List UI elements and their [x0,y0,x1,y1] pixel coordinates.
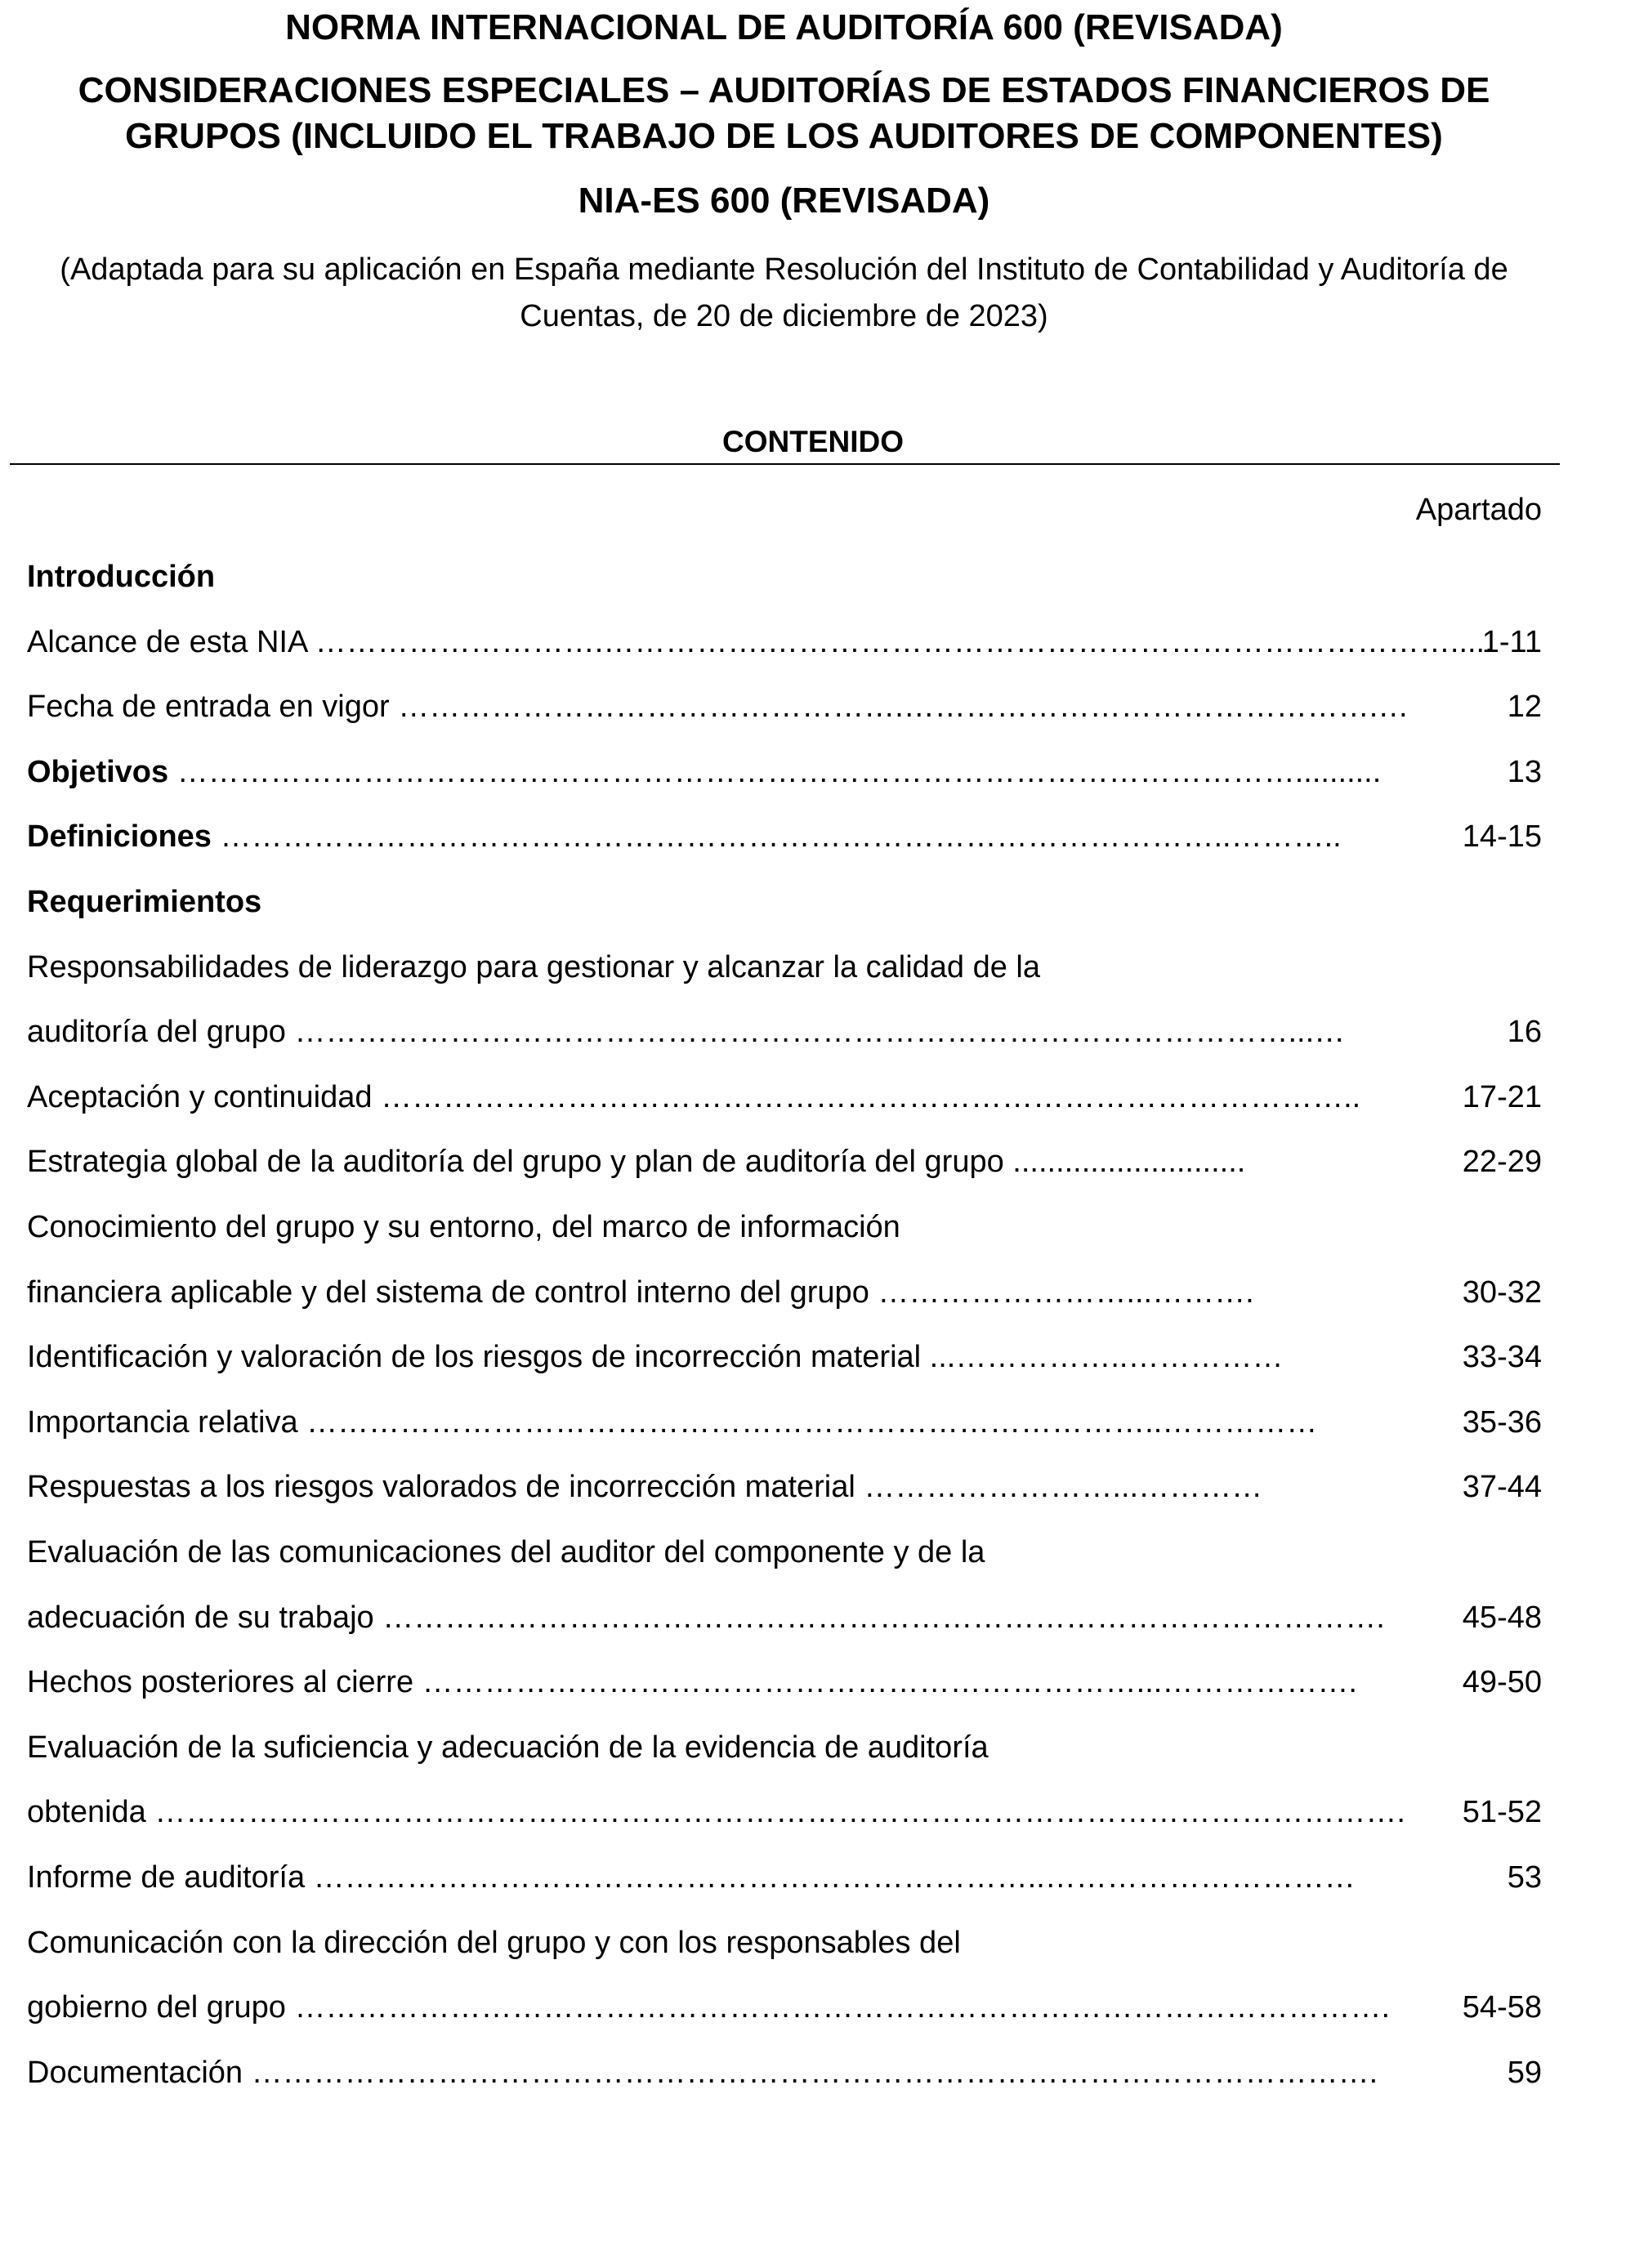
toc-entry-text: Aceptación y continuidad [27,1080,382,1114]
toc-line [27,682,1542,731]
toc-entry-text: Responsabilidades de liderazgo para gestionar y alcanzar la calidad de la [27,950,1041,984]
toc-dot-leader: ……………………………………………………………………………………. [382,1601,1385,1635]
toc-line [27,618,1542,667]
toc-paragraph-ref: 30-32 [1462,1275,1542,1310]
toc-entry-label [27,1788,1405,1837]
toc-line [27,1268,1542,1317]
toc-line [27,1203,1542,1252]
toc-line [27,1788,1542,1837]
standard-code: NIA-ES 600 (REVISADA) [578,181,990,221]
toc-entry-label [27,1593,1385,1642]
toc-line [27,1983,1542,2032]
toc-entry-text: Requerimientos [27,885,262,919]
toc-entry-label [27,1398,1353,1447]
toc-line [27,1658,1542,1707]
toc-line [27,1528,1542,1577]
standard-subject-line-2: GRUPOS (INCLUIDO EL TRABAJO DE LOS AUDITORES DE COMPONENTES) [125,116,1443,156]
adaptation-note-line-1: (Adaptada para su aplicación en España mediante Resolución del Instituto de Contabilidad y Auditoría de [60,252,1508,287]
toc-paragraph-ref: 53 [1507,1860,1542,1895]
toc-entry-label [27,1137,1353,1186]
toc-paragraph-ref: 17-21 [1462,1080,1542,1114]
toc-entry-text: adecuación de su trabajo [27,1601,383,1635]
toc-dot-leader: ……………………….…………….…………………………………………………………..... [315,625,1494,659]
toc-entry-text: Fecha de entrada en vigor [27,690,399,724]
toc-paragraph-ref: 37-44 [1462,1470,1542,1504]
toc-entry-label [27,618,1494,667]
toc-entry-label [27,1723,1353,1772]
toc-entry-label [27,1918,1353,1967]
toc-paragraph-ref: 49-50 [1462,1665,1542,1699]
toc-paragraph-ref: 45-48 [1462,1601,1542,1635]
apartado-column-label: Apartado [1415,493,1542,527]
toc-dot-leader: ……………………………………………………………………………………………. [294,1990,1391,2025]
toc-entry-label [27,1073,1361,1122]
toc-dot-leader: ……………………………………………………………………………………...… [294,1015,1346,1049]
toc-entry-label [27,1462,1353,1511]
toc-entry-label [27,1853,1356,1902]
toc-paragraph-ref: 12 [1507,690,1542,724]
toc-paragraph-ref: 1-11 [1481,625,1542,659]
toc-paragraph-ref: 51-52 [1462,1795,1542,1829]
toc-entry-label [27,1983,1391,2032]
toc-paragraph-ref: 14-15 [1462,819,1542,854]
toc-entry-text: Estrategia global de la auditoría del grupo y plan de auditoría del grupo [27,1145,1013,1179]
toc-line [27,1007,1542,1056]
toc-dot-leader: ...……………..…………… [929,1340,1284,1374]
toc-entry-label [27,1333,1353,1382]
toc-dot-leader: ……………………………………………………………………………………………….......... [176,755,1382,789]
toc-entry-text: Importancia relativa [27,1405,307,1440]
toc-entry-label [27,1658,1357,1707]
toc-entry-text: Definiciones [27,819,221,854]
toc-entry-text: financiera aplicable y del sistema de control interno del grupo [27,1275,878,1310]
toc-dot-leader: …………………………………………………………………………………………………………. [154,1795,1405,1829]
toc-entry-label [27,1528,1353,1577]
toc-dot-leader: ……………………...………. [878,1275,1254,1310]
toc-line [27,552,1542,601]
toc-entry-text: Evaluación de la suficiencia y adecuación de la evidencia de auditoría [27,1730,989,1765]
toc-dot-leader: ........................... [1012,1145,1246,1179]
toc-line [27,1723,1542,1772]
toc-line [27,812,1542,861]
toc-dot-leader: ………………………………………………………………………..…………… [306,1405,1318,1440]
toc-dot-leader: ……………………………………………………………...………………. [422,1665,1357,1699]
toc-dot-leader: ………………………………………………………………………………………………. [251,2056,1378,2090]
toc-paragraph-ref: 54-58 [1462,1990,1542,2025]
toc-entry-label [27,812,1353,861]
toc-line [27,1398,1542,1447]
toc-entry-text: Evaluación de las comunicaciones del auditor del componente y de la [27,1535,985,1569]
toc-dot-leader: ……………………………………………………………..………………………… [313,1860,1356,1895]
toc-line [27,1918,1542,1967]
toc-entry-text: Hechos posteriores al cierre [27,1665,422,1699]
toc-entry-text: Documentación [27,2056,252,2090]
toc-paragraph-ref: 35-36 [1462,1405,1542,1440]
toc-dot-leader: ……………………...………… [864,1470,1263,1504]
toc-entry-label [27,2048,1378,2097]
toc-entry-label [27,1203,1353,1252]
toc-entry-text: Identificación y valoración de los riesgos de incorrección material [27,1340,930,1374]
toc-entry-label [27,877,1353,926]
toc-entry-text: Objetivos [27,755,177,789]
toc-entry-text: obtenida [27,1795,155,1829]
toc-entry-text: auditoría del grupo [27,1015,295,1049]
toc-dot-leader: ………………………………………….……………………………………….… [398,690,1409,724]
toc-entry-text: Conocimiento del grupo y su entorno, del marco de información [27,1210,900,1244]
toc-paragraph-ref: 22-29 [1462,1145,1542,1179]
toc-dot-leader: ……………………………………………………………………………………..……….. [220,819,1342,854]
adaptation-note-line-2: Cuentas, de 20 de diciembre de 2023) [520,299,1048,333]
toc-line [27,1137,1542,1186]
toc-line [27,2048,1542,2097]
toc-entry-label [27,943,1353,992]
toc-entry-text: Informe de auditoría [27,1860,314,1895]
toc-entry-label [27,552,1353,601]
toc-line [27,1462,1542,1511]
toc-entry-text: Introducción [27,560,216,594]
toc-line [27,877,1542,926]
toc-entry-label [27,1007,1353,1056]
toc-entry-label [27,1268,1353,1317]
toc-dot-leader: ………………………………………………………………………………….. [381,1080,1361,1114]
contents-heading: CONTENIDO [722,425,904,458]
toc-line [27,1593,1542,1642]
toc-paragraph-ref: 13 [1507,755,1542,789]
toc-line [27,943,1542,992]
toc-paragraph-ref: 16 [1507,1015,1542,1049]
toc-entry-text: Respuestas a los riesgos valorados de incorrección material [27,1470,864,1504]
toc-entry-label [27,682,1409,731]
standard-subject-line-1: CONSIDERACIONES ESPECIALES – AUDITORÍAS DE ESTADOS FINANCIEROS DE [78,70,1490,110]
toc-entry-text: Comunicación con la dirección del grupo y con los responsables del [27,1926,961,1960]
toc-entry-label [27,748,1382,797]
toc-entry-text: Alcance de esta NIA [27,625,315,659]
toc-line [27,1333,1542,1382]
toc-paragraph-ref: 33-34 [1462,1340,1542,1374]
toc-line [27,1853,1542,1902]
toc-line [27,1073,1542,1122]
standard-title: NORMA INTERNACIONAL DE AUDITORÍA 600 (REVISADA) [285,7,1283,47]
contents-divider [10,463,1560,465]
toc-entry-text: gobierno del grupo [27,1990,295,2025]
toc-paragraph-ref: 59 [1507,2056,1542,2090]
toc-line [27,748,1542,797]
